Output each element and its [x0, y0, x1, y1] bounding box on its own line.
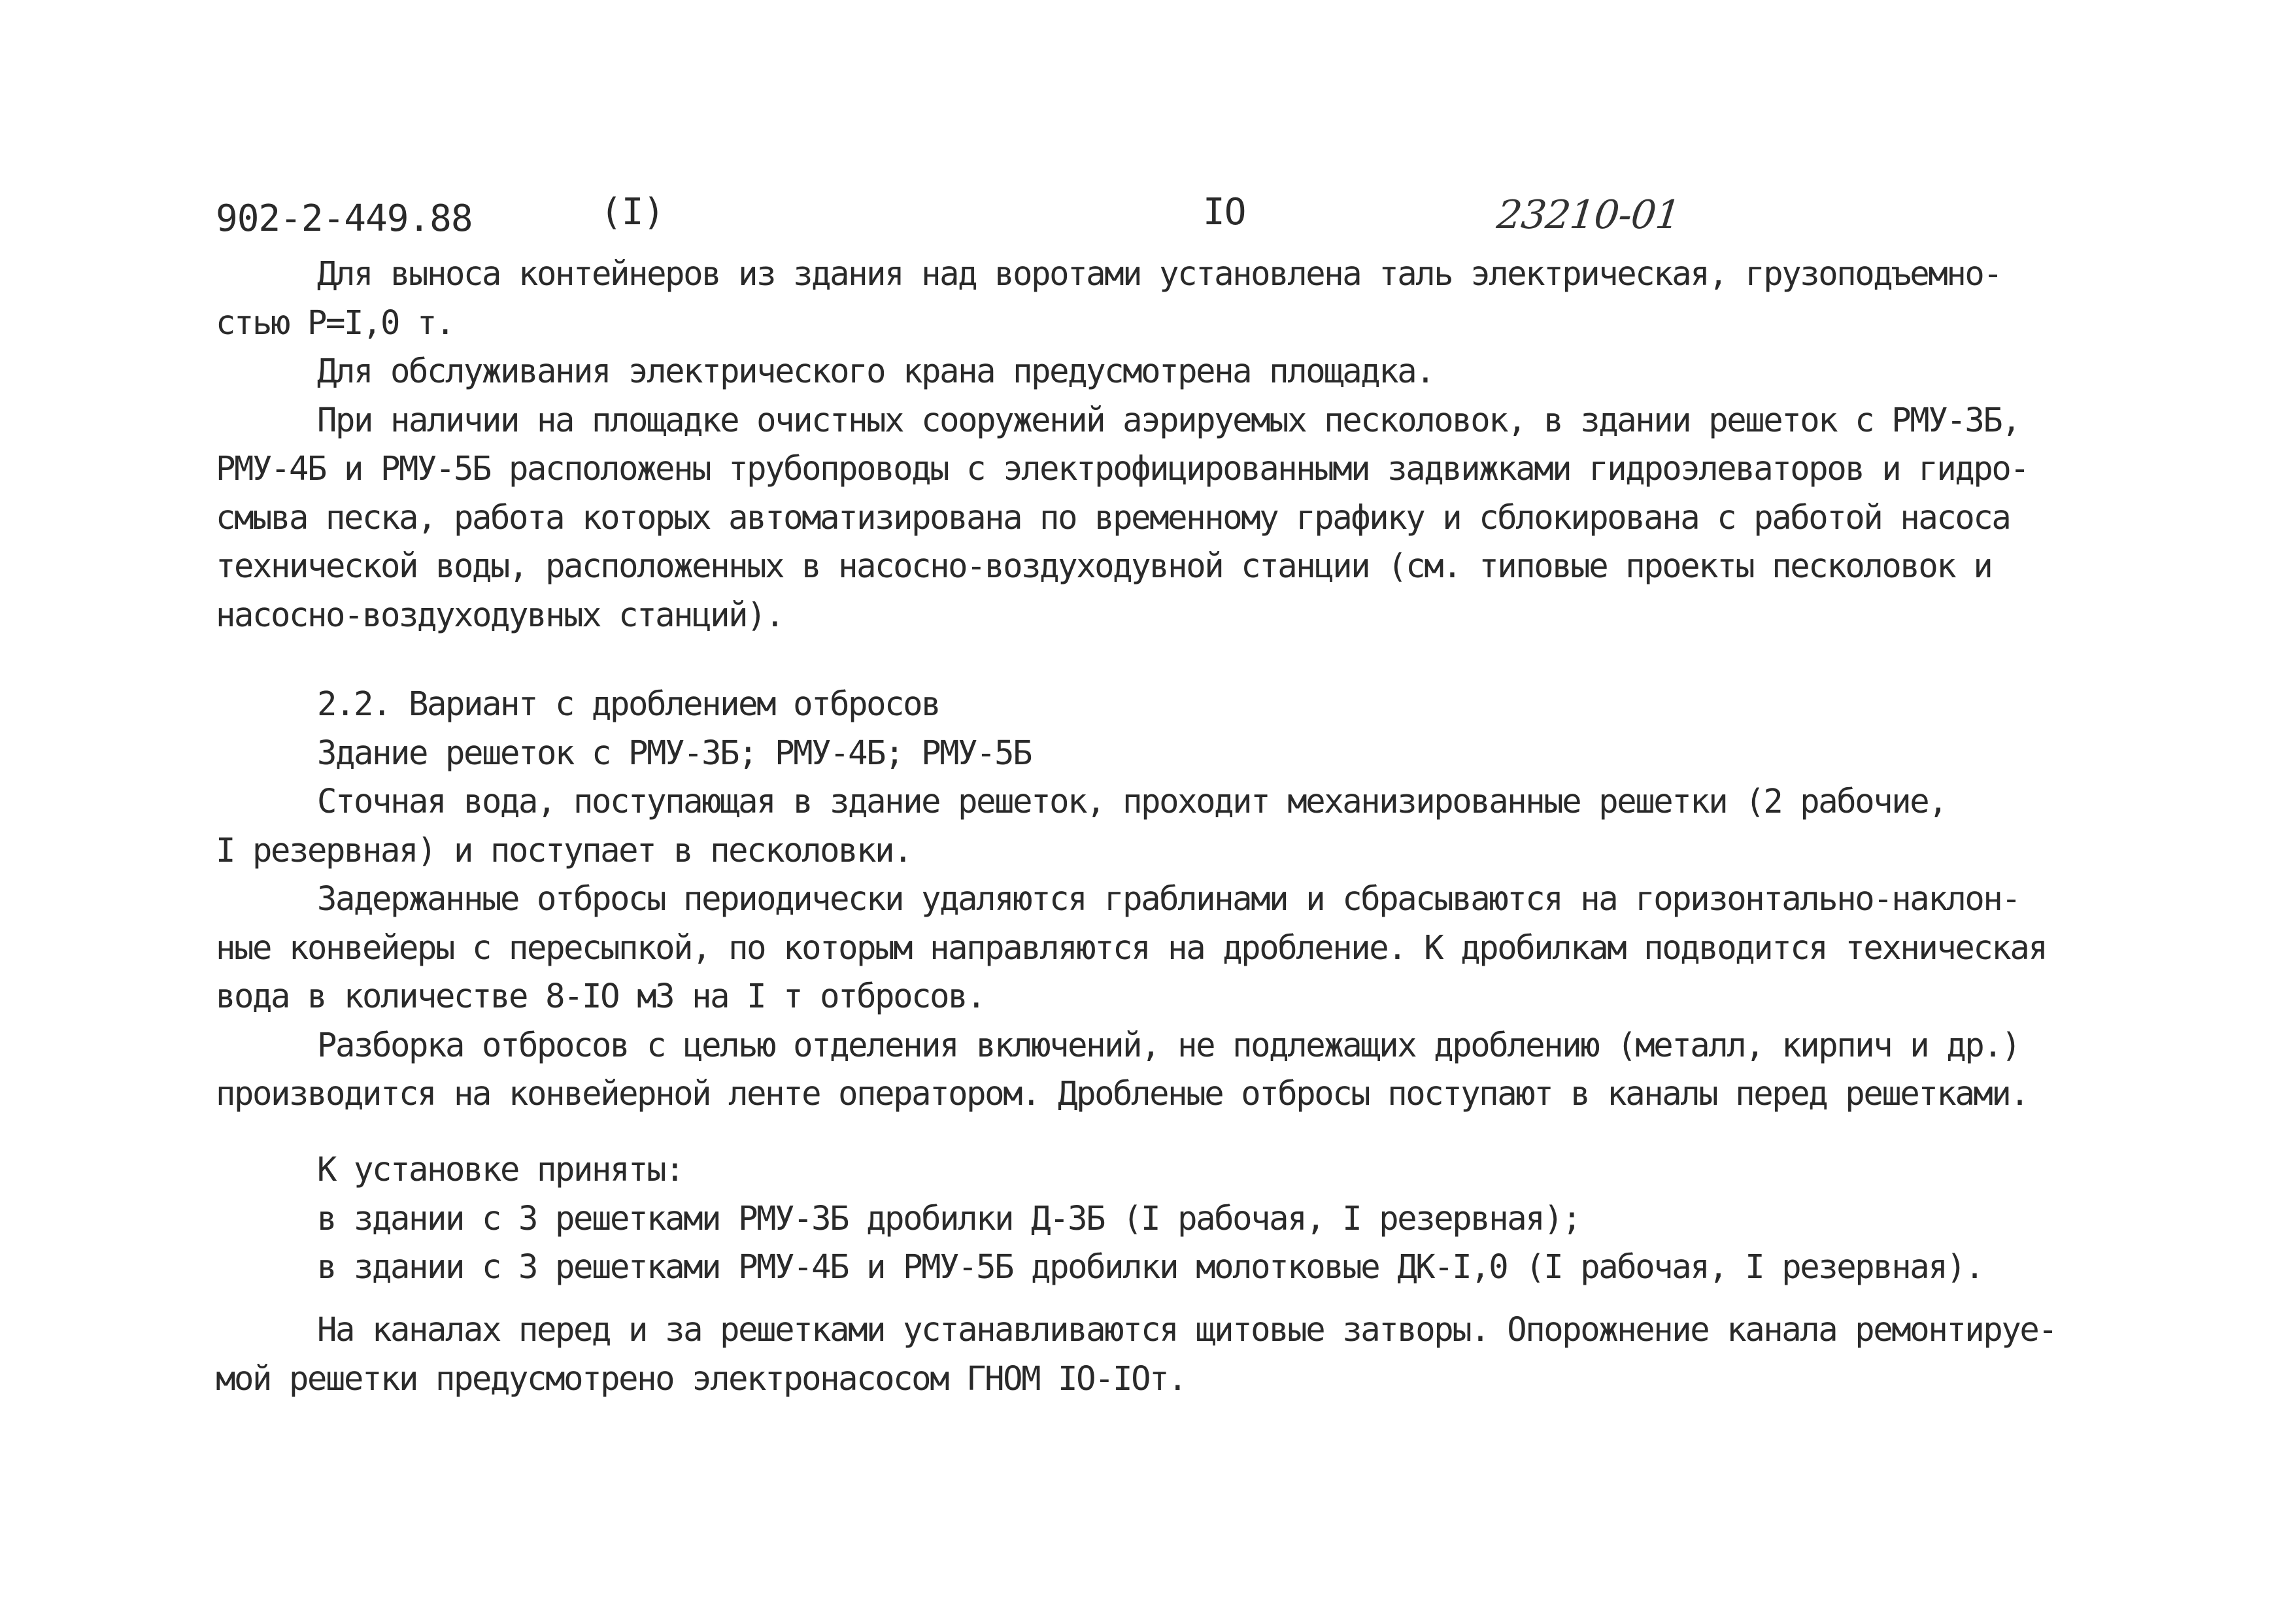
- text-line: вода в количестве 8-IO м3 на I т отбросов.: [216, 977, 985, 1015]
- text-line: К установке приняты:: [317, 1150, 684, 1189]
- text-line: Задержанные отбросы периодически удаляются граблинами и сбрасываются на горизонтально-наклон-: [317, 879, 2020, 918]
- part-number: (I): [600, 191, 665, 233]
- text-line: технической воды, расположенных в насосно-воздуходувной станции (см. типовые проекты песколовок и: [216, 547, 1992, 585]
- text-line: мой решетки предусмотрено электронасосом ГНОМ IO-IOт.: [216, 1359, 1187, 1398]
- text-line: РМУ-4Б и РМУ-5Б расположены трубопроводы с электрофицированными задвижками гидроэлеваторов и гидро-: [216, 449, 2029, 488]
- text-line: Для обслуживания электрического крана предусмотрена площадка.: [317, 352, 1434, 390]
- section-heading: 2.2. Вариант с дроблением отбросов: [317, 685, 940, 723]
- paragraph-block-installation: [216, 1145, 2269, 1292]
- page-number: IO: [1203, 191, 1246, 233]
- text-line: I резервная) и поступает в песколовки.: [216, 830, 912, 870]
- paragraph-block-equipment: [216, 250, 2269, 639]
- text-line: Сточная вода, поступающая в здание решеток, проходит механизированные решетки (2 рабочие,: [317, 782, 1947, 820]
- list-item: в здании с 3 решетками РМУ-3Б дробилки Д-3Б (I рабочая, I резервная);: [317, 1198, 1581, 1238]
- text-line: Разборка отбросов с целью отделения включений, не подлежащих дроблению (металл, кирпич и др.): [317, 1025, 2020, 1064]
- subsection-heading: Здание решеток с РМУ-3Б; РМУ-4Б; РМУ-5Б: [317, 733, 1032, 772]
- handwritten-number: 23210-01: [1494, 192, 1683, 238]
- text-line: смыва песка, работа которых автоматизирована по временному графику и сблокирована с работой насоса: [216, 498, 2010, 537]
- text-line: При наличии на площадке очистных сооружений аэрируемых песколовок, в здании решеток с РМУ-3Б,: [317, 400, 2020, 439]
- text-line: ные конвейеры с пересыпкой, по которым направляются на дробление. К дробилкам подводится техническая: [216, 928, 2047, 967]
- document-code: 902-2-449.88: [216, 197, 473, 240]
- page-header: [0, 190, 2294, 242]
- paragraph-block-variant: [216, 680, 2269, 1119]
- text-line: стью P=I,0 т.: [216, 303, 454, 342]
- text-line: Для выноса контейнеров из здания над воротами установлена таль электрическая, грузоподъемно-: [317, 254, 2002, 293]
- text-line: На каналах перед и за решетками устанавливаются щитовые затворы. Опорожнение канала ремонтируе-: [317, 1310, 2057, 1349]
- text-line: производится на конвейерной ленте оператором. Дробленые отбросы поступают в каналы перед решетками.: [216, 1074, 2029, 1113]
- text-line: насосно-воздуходувных станций).: [216, 595, 784, 634]
- list-item: в здании с 3 решетками РМУ-4Б и РМУ-5Б дробилки молотковые ДК-I,0 (I рабочая, I резервная).: [317, 1247, 1983, 1286]
- paragraph-block-gates: [216, 1306, 2269, 1403]
